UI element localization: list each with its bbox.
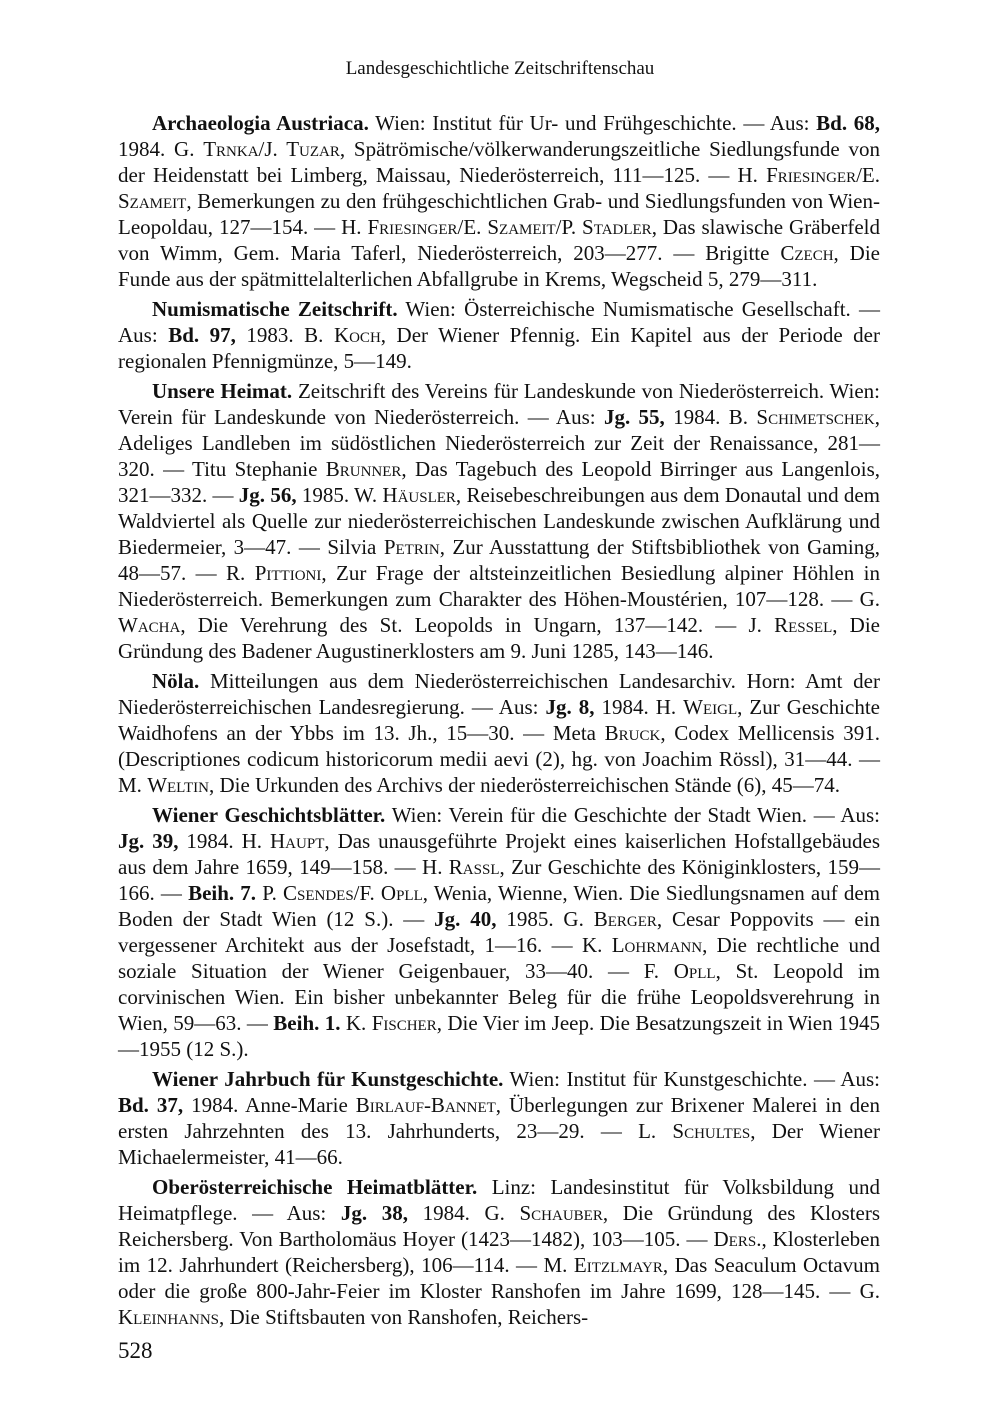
volume-ref: Jg. 40, <box>434 907 497 931</box>
journal-title: Numismatische Zeitschrift. <box>152 297 398 321</box>
citation-text: 1984. G. <box>118 137 204 161</box>
volume-ref: Jg. 56, <box>238 483 297 507</box>
citation-text: , Zur Ausstattung der Stiftsbibliothek von Gaming, 48—57. — R. <box>118 535 880 585</box>
journal-entry <box>118 378 880 664</box>
citation-text: 1985. W. <box>296 483 383 507</box>
citation-text: , Zur Frage der altsteinzeitlichen Besiedlung alpiner Höhlen in Niederösterreich. Bemerkungen zum Charakter des Höhen-Moustérien, 107—128. — G. <box>118 561 880 611</box>
citation-text: , Reisebeschreibungen aus dem Donautal und dem Waldviertel als Quelle zur niederösterreichischen Landeskunde zwischen Aufklärung und Biedermeier, 3—47. — Silvia <box>118 483 881 559</box>
citation-text: 1984. Anne-Marie <box>183 1093 356 1117</box>
journal-title: Wiener Geschichtsblätter. <box>152 803 386 827</box>
journal-entry <box>118 1066 880 1170</box>
author-name: Petrin <box>383 535 440 559</box>
citation-text: , Die Verehrung des St. Leopolds in Ungarn, 137—142. — J. <box>180 613 775 637</box>
page-number: 528 <box>118 1338 153 1363</box>
author-name: Schauber <box>519 1201 603 1225</box>
citation-text: , Die rechtliche und soziale Situation der Wiener Geigenbauer, 33—40. — F. <box>118 933 880 983</box>
author-name: Wacha <box>118 613 181 637</box>
author-name: Berger <box>593 907 657 931</box>
journal-entry <box>118 668 880 798</box>
citation-text: , Bemerkungen zu den frühgeschichtlichen Grab- und Siedlungsfunden von Wien-Leopoldau, 127—154. — H. <box>118 189 880 239</box>
bibliography-body <box>118 110 880 1334</box>
citation-text: , Die Urkunden des Archivs der niederösterreichischen Stände (6), 45—74. <box>208 773 840 797</box>
citation-text: 1984. G. <box>407 1201 520 1225</box>
author-name: Bruck <box>604 721 661 745</box>
author-name: Ders. <box>713 1227 762 1251</box>
citation-text: 1984. B. <box>664 405 757 429</box>
volume-ref: Jg. 8, <box>545 695 595 719</box>
author-name: Birlauf-Bannet <box>355 1093 496 1117</box>
citation-text: 1984. H. <box>178 829 271 853</box>
citation-text: , Das Tagebuch des Leopold Birringer aus Langenlois, 321—332. — <box>118 457 880 507</box>
citation-text: K. <box>340 1011 372 1035</box>
citation-text: , Der Wiener Pfennig. Ein Kapitel aus der Periode der regionalen Pfennigmünze, 5—149. <box>118 323 880 373</box>
citation-text: , Cesar Poppovits — ein vergessener Architekt aus der Josefstadt, 1—16. — K. <box>118 907 880 957</box>
author-name: Weigl <box>683 695 738 719</box>
citation-text: Mitteilungen aus dem Niederösterreichischen Landesarchiv. Horn: Amt der Niederösterreichischen Landesregierung. — Aus: <box>118 669 880 719</box>
citation-text: , Codex Mellicensis 391. (Descriptiones codicum historicorum medii aevi (2), hg. von Joachim Rössl), 31—44. — M. <box>118 721 880 797</box>
author-name: Haupt <box>270 829 325 853</box>
citation-text: Wien: Verein für die Geschichte der Stadt Wien. — Aus: <box>385 803 881 827</box>
citation-text: , Die Gründung des Klosters Reichersberg. Von Bartholomäus Hoyer (1423—1482), 103—105. — <box>118 1201 880 1251</box>
journal-title: Wiener Jahrbuch für Kunstgeschichte. <box>152 1067 504 1091</box>
citation-text: , Wenia, Wienne, Wien. Die Siedlungsnamen auf dem Boden der Stadt Wien (12 S.). — <box>118 881 881 931</box>
journal-title: Nöla. <box>152 669 200 693</box>
author-name: Fischer <box>371 1011 437 1035</box>
citation-text: Wien: Institut für Kunstgeschichte. — Aus: <box>503 1067 880 1091</box>
citation-text: P. <box>256 881 283 905</box>
volume-ref: Jg. 38, <box>340 1201 408 1225</box>
citation-text: , Zur Geschichte des Königinklosters, 159—166. — <box>118 855 880 905</box>
citation-text: , Das slawische Gräberfeld von Wimm, Gem. Maria Taferl, Niederösterreich, 203—277. — Brigitte <box>118 215 880 265</box>
author-name: Häusler <box>382 483 456 507</box>
citation-text: , Die Gründung des Badener Augustinerklosters am 9. Juni 1285, 143—146. <box>118 613 880 663</box>
citation-text: , Die Funde aus der spätmittelalterlichen Abfallgrube in Krems, Wegscheid 5, 279—311. <box>118 241 880 291</box>
author-name: Friesinger/E. Szameit <box>118 163 880 213</box>
citation-text: Wien: Institut für Ur- und Frühgeschichte. — Aus: <box>368 111 817 135</box>
author-name: Opll <box>673 959 716 983</box>
volume-ref: Bd. 97, <box>168 323 236 347</box>
citation-text: 1983. B. <box>235 323 334 347</box>
journal-title: Archaeologia Austriaca. <box>152 111 369 135</box>
author-name: Weltin <box>147 773 209 797</box>
author-name: Brunner <box>325 457 402 481</box>
journal-entry <box>118 802 880 1062</box>
author-name: Kleinhanns <box>118 1305 219 1329</box>
author-name: Rassl <box>448 855 500 879</box>
author-name: Schimetschek <box>756 405 875 429</box>
citation-text: 1984. H. <box>594 695 684 719</box>
volume-ref: Jg. 55, <box>603 405 665 429</box>
journal-title: Unsere Heimat. <box>152 379 293 403</box>
citation-text: , St. Leopold im corvinischen Wien. Ein bisher unbekannter Beleg für die frühe Leopoldsverehrung in Wien, 59—63. — <box>118 959 880 1035</box>
author-name: Trnka/J. Tuzar <box>203 137 340 161</box>
citation-text: , Der Wiener Michaelermeister, 41—66. <box>118 1119 880 1169</box>
volume-ref: Beih. 1. <box>273 1011 341 1035</box>
journal-title: Oberösterreichische Heimatblätter. <box>152 1175 478 1199</box>
author-name: Czech <box>780 241 834 265</box>
citation-text: 1985. G. <box>496 907 594 931</box>
running-head: Landesgeschichtliche Zeitschriftenschau <box>345 58 655 79</box>
citation-text: , Spätrömische/völkerwanderungszeitliche Siedlungsfunde von der Heidenstatt bei Limberg, Maissau, Niederösterreich, 111—125. — H. <box>118 137 880 187</box>
citation-text: , Klosterleben im 12. Jahrhundert (Reichersberg), 106—114. — M. <box>118 1227 880 1277</box>
volume-ref: Bd. 68, <box>816 111 881 135</box>
journal-entry <box>118 1174 880 1330</box>
volume-ref: Beih. 7. <box>188 881 257 905</box>
citation-text: Wien: Österreichische Numismatische Gesellschaft. — Aus: <box>118 297 880 347</box>
author-name: Schultes <box>672 1119 751 1143</box>
citation-text: Linz: Landesinstitut für Volksbildung und Heimatpflege. — Aus: <box>118 1175 880 1225</box>
citation-text: , Das Seaculum Octavum oder die große 800-Jahr-Feier im Kloster Ranshofen im Jahre 1699, 128—145. — G. <box>118 1253 880 1303</box>
author-name: Pittioni <box>254 561 322 585</box>
journal-entry <box>118 110 880 292</box>
citation-text: , Die Stiftsbauten von Ranshofen, Reichers- <box>219 1305 589 1329</box>
volume-ref: Jg. 39, <box>118 829 179 853</box>
author-name: Ressel <box>774 613 833 637</box>
citation-text: , Überlegungen zur Brixener Malerei in den ersten Jahrzehnten des 13. Jahrhunderts, 23—29. — L. <box>118 1093 880 1143</box>
citation-text: , Das unausgeführte Projekt eines kaiserlichen Hofstallgebäudes aus dem Jahre 1659, 149—158. — H. <box>118 829 881 879</box>
author-name: Friesinger/E. Szameit/P. Stadler <box>367 215 652 239</box>
volume-ref: Bd. 37, <box>118 1093 184 1117</box>
author-name: Eitzlmayr <box>573 1253 663 1277</box>
citation-text: , Die Vier im Jeep. Die Besatzungszeit in Wien 1945—1955 (12 S.). <box>118 1011 881 1061</box>
citation-text: , Zur Geschichte Waidhofens an der Ybbs im 13. Jh., 15—30. — Meta <box>118 695 880 745</box>
citation-text: , Adeliges Landleben im südöstlichen Niederösterreich zur Zeit der Renaissance, 281—320. — Titu Stephanie <box>118 405 880 481</box>
citation-text: Zeitschrift des Vereins für Landeskunde von Niederösterreich. Wien: Verein für Landeskunde von Niederösterreich. — Aus: <box>118 379 880 429</box>
author-name: Csendes/F. Opll <box>282 881 423 905</box>
author-name: Koch <box>333 323 381 347</box>
journal-entry <box>118 296 880 374</box>
author-name: Lohrmann <box>611 933 703 957</box>
